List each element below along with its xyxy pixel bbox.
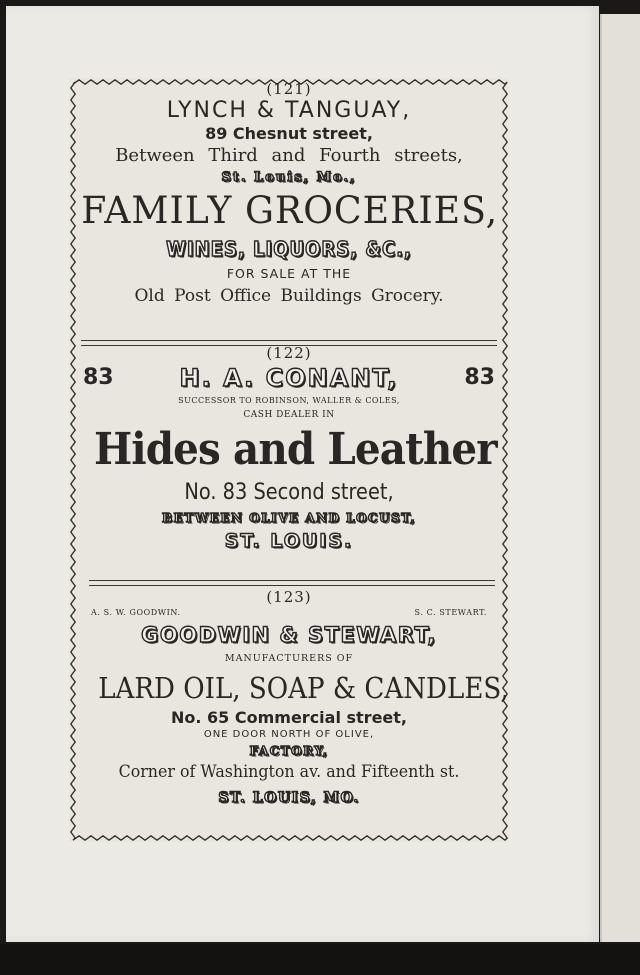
advertisement-conant — [77, 344, 501, 582]
street-number-right: 83 — [464, 365, 495, 390]
successor-line: SUCCESSOR TO ROBINSON, WALLER & COLES, — [178, 396, 400, 405]
advertisement-frame — [69, 78, 509, 842]
factory-location: Corner of Washington av. and Fifteenth st. — [118, 762, 460, 781]
street-address: 89 Chesnut street, — [205, 124, 373, 143]
city: ST. LOUIS. — [224, 530, 354, 552]
partners-row — [77, 606, 501, 620]
divider-rule — [89, 580, 495, 586]
cross-streets: BETWEEN OLIVE AND LOCUST, — [162, 511, 416, 525]
firm-name: LYNCH & TANGUAY, — [166, 98, 412, 123]
headline: FAMILY GROCERIES, — [81, 189, 499, 232]
door-line: ONE DOOR NORTH OF OLIVE, — [203, 729, 375, 740]
advertisement-goodwin-stewart — [77, 588, 509, 838]
city: ST. LOUIS, MO. — [218, 790, 360, 806]
for-sale-line: FOR SALE AT THE — [226, 266, 352, 281]
headline: LARD OIL, SOAP & CANDLES, — [98, 671, 509, 705]
city: St. Louis, Mo., — [221, 170, 357, 185]
ad-number: (121) — [266, 80, 312, 98]
headline: Hides and Leather — [93, 424, 497, 475]
ad-number: (122) — [266, 344, 312, 362]
manufacturers-line: MANUFACTURERS OF — [224, 653, 354, 664]
product-line: WINES, LIQUORS, &C., — [166, 237, 412, 261]
factory-line: FACTORY, — [249, 744, 329, 758]
facing-page-edge — [600, 14, 640, 942]
advertisement-lynch-tanguay — [77, 80, 501, 342]
firm-name: H. A. CONANT, — [179, 364, 399, 392]
street-address: No. 83 Second street, — [184, 480, 394, 505]
partner-left: A. S. W. GOODWIN. — [91, 608, 181, 617]
scan-bottom-edge — [0, 944, 640, 975]
store-location: Old Post Office Buildings Grocery. — [134, 286, 444, 306]
partner-right: S. C. STEWART. — [414, 608, 487, 617]
ad-number: (123) — [266, 588, 312, 606]
street-address: No. 65 Commercial street, — [171, 708, 407, 727]
cross-streets: Between Third and Fourth streets, — [115, 145, 463, 166]
street-number-left: 83 — [83, 365, 114, 390]
firm-name: GOODWIN & STEWART, — [141, 623, 437, 647]
name-row — [77, 362, 501, 394]
cash-dealer-line: CASH DEALER IN — [243, 410, 335, 420]
